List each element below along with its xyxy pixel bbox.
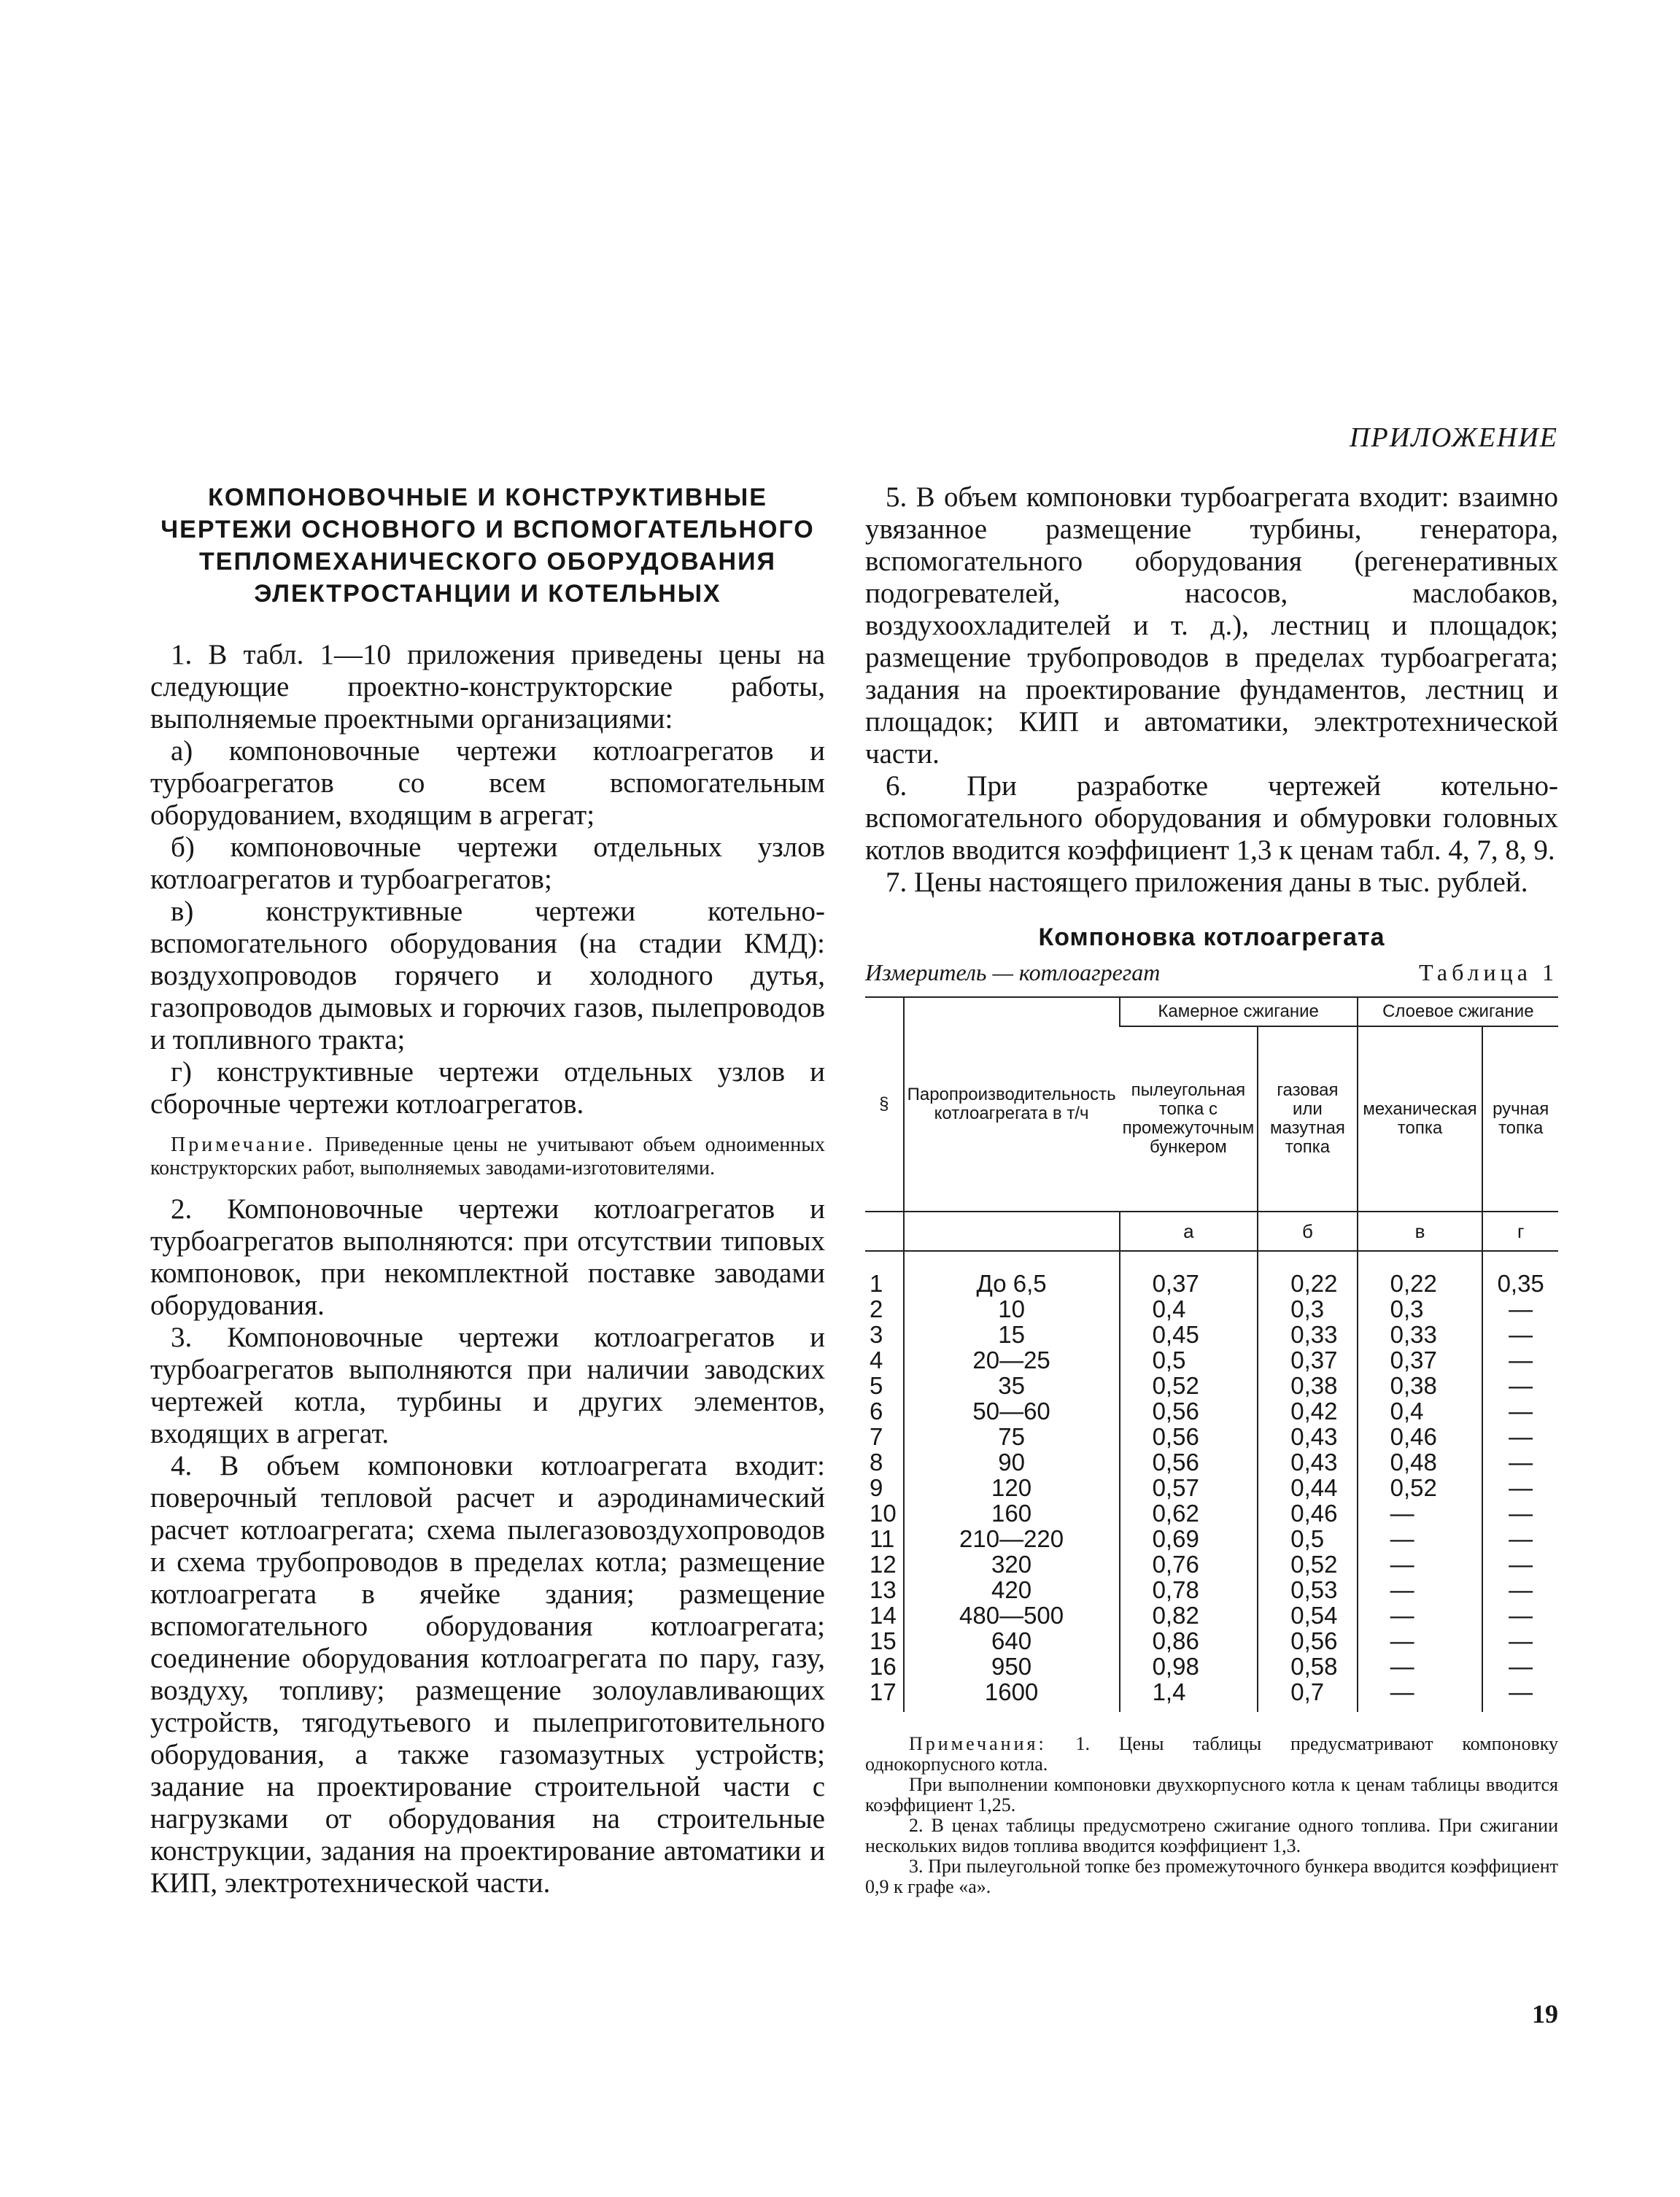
- cell-v: 0,33: [1358, 1322, 1483, 1347]
- cell-b: 0,56: [1258, 1628, 1357, 1654]
- boiler-table: [865, 996, 1558, 1712]
- cell-g: —: [1482, 1628, 1558, 1654]
- cell-n: 4: [870, 1347, 883, 1373]
- table-row: [865, 1424, 1558, 1449]
- cell-n: 15: [870, 1627, 897, 1654]
- cell-b: 0,54: [1258, 1603, 1357, 1628]
- table-note-text: 1. Цены таблицы предусматривают компоновку однокорпусного котла.: [865, 1733, 1558, 1775]
- cell-g: —: [1482, 1296, 1558, 1322]
- cell-capacity: 120: [904, 1475, 1120, 1500]
- table-row: [865, 1322, 1558, 1347]
- cell-v: —: [1358, 1679, 1483, 1712]
- cell-capacity: 320: [904, 1551, 1120, 1577]
- title-line: ЧЕРТЕЖИ ОСНОВНОГО И ВСПОМОГАТЕЛЬНОГО: [160, 516, 815, 543]
- cell-capacity: 35: [904, 1373, 1120, 1398]
- cell-g: —: [1482, 1373, 1558, 1398]
- header-capacity: Паропроизводительность котлоагрегата в т/ч: [904, 997, 1120, 1212]
- paragraph-3: 3. Компоновочные чертежи котлоагрегатов и турбоагрегатов выполняются при наличии заводских чертежей котла, турбины и других элементов, входящих в агрегат.: [150, 1322, 825, 1449]
- cell-b: 0,22: [1258, 1251, 1357, 1296]
- cell-n: 14: [870, 1602, 897, 1629]
- cell-a: 0,4: [1120, 1296, 1258, 1322]
- cell-v: 0,52: [1358, 1475, 1483, 1500]
- header-layer: Слоевое сжигание: [1358, 997, 1558, 1026]
- cell-b: 0,37: [1258, 1347, 1357, 1373]
- cell-b: 0,44: [1258, 1475, 1357, 1500]
- table-meta: [865, 959, 1558, 986]
- paragraph-1a: а) компоновочные чертежи котлоагрегатов и турбоагрегатов со всем вспомогательным оборудованием, входящим в агрегат;: [150, 735, 825, 831]
- letter-empty: [904, 1212, 1120, 1251]
- cell-v: —: [1358, 1654, 1483, 1679]
- cell-b: 0,46: [1258, 1500, 1357, 1526]
- cell-g: —: [1482, 1475, 1558, 1500]
- cell-a: 0,52: [1120, 1373, 1258, 1398]
- cell-g: —: [1482, 1500, 1558, 1526]
- cell-v: 0,3: [1358, 1296, 1483, 1322]
- table-row: [865, 1449, 1558, 1475]
- table-row: [865, 1500, 1558, 1526]
- cell-capacity: 10: [904, 1296, 1120, 1322]
- cell-a: 0,69: [1120, 1526, 1258, 1551]
- table-note: 2. В ценах таблицы предусмотрено сжигание одного топлива. При сжигании нескольких видов топлива вводится коэффициент 1,3.: [865, 1815, 1558, 1856]
- table-row: [865, 1551, 1558, 1577]
- cell-b: 0,58: [1258, 1654, 1357, 1679]
- table-row: [865, 1296, 1558, 1322]
- paragraph-1d: г) конструктивные чертежи отдельных узлов и сборочные чертежи котлоагрегатов.: [150, 1056, 825, 1120]
- letter-v: в: [1358, 1212, 1483, 1251]
- cell-capacity: 160: [904, 1500, 1120, 1526]
- cell-capacity: До 6,5: [904, 1251, 1120, 1296]
- cell-b: 0,38: [1258, 1373, 1357, 1398]
- cell-v: —: [1358, 1526, 1483, 1551]
- title-line: КОМПОНОВОЧНЫЕ И КОНСТРУКТИВНЫЕ: [208, 484, 767, 511]
- paragraph-5: 5. В объем компоновки турбоагрегата входит: взаимно увязанное размещение турбины, генератора, вспомогательного оборудования (регенеративных подогревателей, насосов, маслобаков, воздухоохладителей и т. д.), лестниц и площадок; размещение трубопроводов в пределах турбоагрегата; задания на проектирование фундаментов, лестниц и площадок; КИП и автоматики, электротехнической части.: [865, 481, 1558, 770]
- header-col-g: ручная топка: [1482, 1026, 1558, 1212]
- cell-n: 10: [870, 1500, 897, 1527]
- cell-a: 0,37: [1120, 1251, 1258, 1296]
- cell-n: 9: [870, 1474, 883, 1501]
- letter-g: г: [1482, 1212, 1558, 1251]
- cell-capacity: 640: [904, 1628, 1120, 1654]
- cell-capacity: 480—500: [904, 1603, 1120, 1628]
- cell-g: —: [1482, 1679, 1558, 1712]
- cell-v: 0,22: [1358, 1251, 1483, 1296]
- header-section: §: [865, 997, 904, 1212]
- cell-b: 0,42: [1258, 1398, 1357, 1424]
- letter-a: а: [1120, 1212, 1258, 1251]
- cell-g: —: [1482, 1449, 1558, 1475]
- table-note: [865, 1734, 1558, 1775]
- table-row: [865, 1373, 1558, 1398]
- cell-a: 0,5: [1120, 1347, 1258, 1373]
- cell-g: —: [1482, 1398, 1558, 1424]
- cell-g: —: [1482, 1603, 1558, 1628]
- paragraph-2: 2. Компоновочные чертежи котлоагрегатов и турбоагрегатов выполняются: при отсутствии типовых компоновок, при некомплектной поставке заводами оборудования.: [150, 1193, 825, 1321]
- cell-capacity: 950: [904, 1654, 1120, 1679]
- cell-b: 0,7: [1258, 1679, 1357, 1712]
- table-row: [865, 1398, 1558, 1424]
- paragraph-1: 1. В табл. 1—10 приложения приведены цены на следующие проектно-конструкторские работы, выполняемые проектными организациями:: [150, 639, 825, 735]
- cell-n: 17: [870, 1678, 897, 1705]
- cell-v: 0,4: [1358, 1398, 1483, 1424]
- cell-g: —: [1482, 1577, 1558, 1603]
- cell-v: 0,37: [1358, 1347, 1483, 1373]
- appendix-heading: ПРИЛОЖЕНИЕ: [1350, 422, 1558, 453]
- header-col-a: пылеугольная топка с промежуточным бункером: [1122, 1080, 1255, 1157]
- cell-b: 0,33: [1258, 1322, 1357, 1347]
- table-row: [865, 1628, 1558, 1654]
- cell-n: 13: [870, 1576, 897, 1603]
- note-label: Примечание.: [171, 1134, 316, 1156]
- cell-g: 0,35: [1482, 1251, 1558, 1296]
- cell-a: 0,56: [1120, 1449, 1258, 1475]
- header-col-b: газовая или мазутная топка: [1258, 1026, 1357, 1212]
- header-chamber: Камерное сжигание: [1120, 997, 1358, 1026]
- cell-b: 0,5: [1258, 1526, 1357, 1551]
- cell-n: 11: [870, 1525, 895, 1552]
- cell-a: 0,76: [1120, 1551, 1258, 1577]
- cell-g: —: [1482, 1424, 1558, 1449]
- cell-n: 7: [870, 1423, 883, 1450]
- cell-v: 0,48: [1358, 1449, 1483, 1475]
- cell-n: 2: [870, 1295, 883, 1322]
- table-unit: Измеритель — котлоагрегат: [865, 959, 1161, 985]
- cell-v: —: [1358, 1500, 1483, 1526]
- cell-g: —: [1482, 1526, 1558, 1551]
- paragraph-7: 7. Цены настоящего приложения даны в тыс. рублей.: [886, 867, 1528, 898]
- table-row: [865, 1526, 1558, 1551]
- table-row: [865, 1577, 1558, 1603]
- cell-v: —: [1358, 1577, 1483, 1603]
- cell-g: —: [1482, 1654, 1558, 1679]
- table-row: [865, 1251, 1558, 1296]
- header-col-v: механическая топка: [1358, 1026, 1483, 1212]
- cell-v: —: [1358, 1603, 1483, 1628]
- cell-capacity: 75: [904, 1424, 1120, 1449]
- cell-a: 0,82: [1120, 1603, 1258, 1628]
- main-title: [150, 481, 825, 610]
- paragraph-1b: б) компоновочные чертежи отдельных узлов котлоагрегатов и турбоагрегатов;: [150, 832, 825, 895]
- table-title: Компоновка котлоагрегата: [1038, 923, 1385, 951]
- right-column: [865, 481, 1558, 1897]
- cell-n: 12: [870, 1551, 897, 1578]
- left-column: [150, 481, 825, 1899]
- paragraph-4: 4. В объем компоновки котлоагрегата входит: поверочный тепловой расчет и аэродинамический расчет котлоагрегата; схема пылегазовоздухопроводов и схема трубопроводов в пределах котла; размещение котлоагрегата в ячейке здания; размещение вспомогательного оборудования котлоагрегата; соединение оборудования котлоагрегата по пару, газу, воздуху, топливу; размещение золоулавливающих устройств, тягодутьевого и пылеприготовительного оборудования, а также газомазутных устройств; задание на проектирование строительной части с нагрузками от оборудования на строительные конструкции, задания на проектирование автоматики и КИП, электротехнической части.: [150, 1450, 825, 1899]
- cell-a: 0,62: [1120, 1500, 1258, 1526]
- cell-capacity: 20—25: [904, 1347, 1120, 1373]
- table-notes: [865, 1734, 1558, 1897]
- cell-b: 0,43: [1258, 1424, 1357, 1449]
- paragraph-6: 6. При разработке чертежей котельно-вспомогательного оборудования и обмуровки головных котлов вводится коэффициент 1,3 к ценам табл. 4, 7, 8, 9.: [865, 770, 1558, 866]
- title-line: ТЕПЛОМЕХАНИЧЕСКОГО ОБОРУДОВАНИЯ: [199, 548, 776, 576]
- cell-a: 0,56: [1120, 1424, 1258, 1449]
- table-notes-label: Примечания:: [909, 1733, 1047, 1754]
- cell-a: 0,45: [1120, 1322, 1258, 1347]
- table-row: [865, 1679, 1558, 1712]
- cell-capacity: 90: [904, 1449, 1120, 1475]
- cell-capacity: 15: [904, 1322, 1120, 1347]
- paragraph-1c: в) конструктивные чертежи котельно-вспомогательного оборудования (на стадии КМД): воздухопроводов горячего и холодного дутья, газопроводов дымовых и горючих газов, пылепроводов и топливного тракта;: [150, 896, 825, 1055]
- cell-b: 0,52: [1258, 1551, 1357, 1577]
- cell-g: —: [1482, 1551, 1558, 1577]
- cell-n: 6: [870, 1398, 883, 1425]
- table-row: [865, 1654, 1558, 1679]
- cell-n: 5: [870, 1372, 883, 1399]
- table-note: При выполнении компоновки двухкорпусного котла к ценам таблицы вводится коэффициент 1,25.: [865, 1774, 1558, 1816]
- title-line: ЭЛЕКТРОСТАНЦИИ И КОТЕЛЬНЫХ: [254, 580, 721, 608]
- cell-g: —: [1482, 1322, 1558, 1347]
- cell-g: —: [1482, 1347, 1558, 1373]
- cell-a: 0,98: [1120, 1654, 1258, 1679]
- cell-n: 16: [870, 1653, 897, 1680]
- cell-v: 0,46: [1358, 1424, 1483, 1449]
- cell-b: 0,43: [1258, 1449, 1357, 1475]
- cell-a: 1,4: [1120, 1679, 1258, 1712]
- cell-b: 0,53: [1258, 1577, 1357, 1603]
- cell-v: —: [1358, 1551, 1483, 1577]
- page-number: 19: [1532, 1999, 1558, 2029]
- cell-capacity: 50—60: [904, 1398, 1120, 1424]
- letter-empty: [865, 1212, 904, 1251]
- cell-a: 0,57: [1120, 1475, 1258, 1500]
- cell-n: 1: [870, 1270, 883, 1297]
- table-row: [865, 1347, 1558, 1373]
- table-note: 3. При пылеугольной топке без промежуточного бункера вводится коэффициент 0,9 к графе «а».: [865, 1856, 1558, 1897]
- note-text: Приведенные цены не учитывают объем одноименных конструкторских работ, выполняемых заводами-изготовителями.: [150, 1134, 826, 1179]
- cell-a: 0,56: [1120, 1398, 1258, 1424]
- table-row: [865, 1603, 1558, 1628]
- letter-b: б: [1258, 1212, 1357, 1251]
- table-number: Таблица 1: [1419, 959, 1558, 985]
- note: [150, 1134, 825, 1180]
- cell-capacity: 420: [904, 1577, 1120, 1603]
- cell-n: 8: [870, 1449, 883, 1476]
- cell-a: 0,78: [1120, 1577, 1258, 1603]
- table-row: [865, 1475, 1558, 1500]
- cell-capacity: 1600: [904, 1679, 1120, 1712]
- cell-a: 0,86: [1120, 1628, 1258, 1654]
- cell-v: 0,38: [1358, 1373, 1483, 1398]
- cell-b: 0,3: [1258, 1296, 1357, 1322]
- cell-v: —: [1358, 1628, 1483, 1654]
- cell-capacity: 210—220: [904, 1526, 1120, 1551]
- cell-n: 3: [870, 1321, 883, 1348]
